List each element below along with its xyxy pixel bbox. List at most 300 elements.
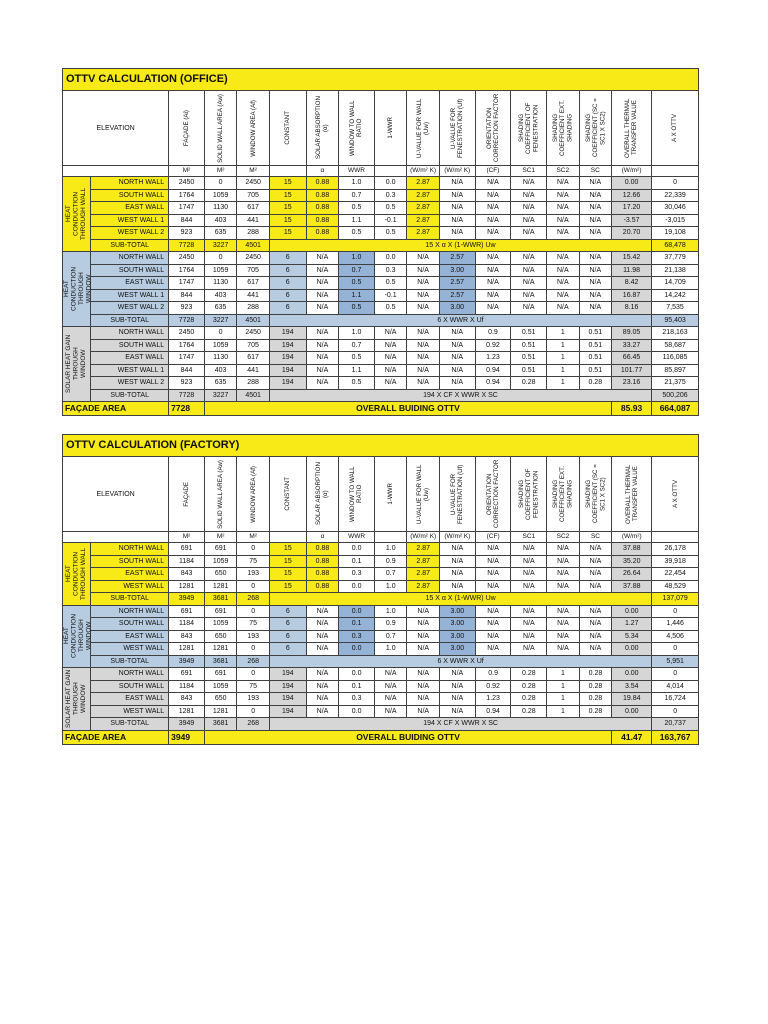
subtotal-label: SUB-TOTAL [91,314,169,327]
office-table [62,68,699,416]
data-cell: 75 [237,618,270,631]
data-cell: N/A [306,302,338,315]
data-cell: N/A [439,377,475,390]
data-cell: N/A [306,630,339,643]
units-spacer [63,532,169,543]
unit-cell [269,166,306,177]
subtotal-value: 4501 [237,389,269,402]
column-header [269,91,306,166]
column-header-label: A X OTTV [671,114,679,142]
data-cell: 194 [269,693,306,706]
facade-area-label: FAÇADE AREA [63,402,169,416]
data-cell: N/A [475,277,511,290]
data-cell: 0.00 [612,177,652,190]
unit-cell: (W/m² K) [439,166,475,177]
office-ottv-table [62,68,699,416]
data-cell: 194 [269,680,306,693]
subtotal-value: 3681 [204,718,237,731]
unit-cell: M² [204,166,236,177]
elevation-label: NORTH WALL [91,543,169,556]
column-header-label: U-VALUE FOR FENESTRATION (Uf) [450,464,465,524]
elevation-label: NORTH WALL [91,252,169,265]
data-cell: N/A [547,555,580,568]
column-header-label: WINDOW TO WALL RATIO [349,466,364,522]
data-cell: 15 [269,555,306,568]
unit-cell: M² [169,166,205,177]
column-header-label: SOLID WALL AREA (Aw) [217,459,225,529]
data-cell: 1.23 [475,352,511,365]
data-cell: 0 [237,543,270,556]
data-cell: 650 [204,630,237,643]
table-row [63,693,699,706]
data-cell: 75 [237,555,270,568]
subtotal-value: 268 [237,655,270,668]
unit-cell [269,532,306,543]
data-cell: 66.45 [612,352,652,365]
subtotal-total: 20,737 [652,718,699,731]
data-cell: N/A [511,643,547,656]
data-cell: N/A [439,364,475,377]
unit-cell: SC2 [547,532,580,543]
subtotal-value: 3227 [204,239,236,252]
data-cell: N/A [374,705,407,718]
data-cell: 0.0 [339,668,375,681]
sheet-title: OTTV CALCULATION (FACTORY) [63,435,699,457]
data-cell: 21,375 [652,377,699,390]
data-cell: 2.87 [407,202,439,215]
data-cell: N/A [547,630,580,643]
data-cell: 89.05 [612,327,652,340]
data-cell: 17.20 [612,202,652,215]
data-cell: 35.20 [612,555,652,568]
data-cell: 635 [204,227,236,240]
data-cell: 1184 [169,680,205,693]
data-cell: 705 [237,189,269,202]
data-cell: N/A [579,214,611,227]
elevation-label: SOUTH WALL [91,339,169,352]
column-header-label: SHADING COEFFICIENT EXT. SHADING [552,100,574,156]
data-cell: 0.3 [374,264,406,277]
data-cell: 2450 [169,177,205,190]
data-cell: 441 [237,289,269,302]
data-cell: N/A [475,543,511,556]
data-cell: N/A [511,264,547,277]
data-cell: N/A [374,352,406,365]
units-spacer [63,166,169,177]
unit-cell: (CF) [475,166,511,177]
unit-cell [652,166,699,177]
overall-total-value: 664,087 [652,402,699,416]
data-cell: N/A [511,277,547,290]
data-cell: N/A [306,618,339,631]
column-header [306,91,338,166]
data-cell: 1.23 [475,693,511,706]
group-label: HEAT CONDUCTION THROUGH WINDOW [63,614,93,659]
data-cell: 0.5 [339,352,375,365]
data-cell: 2450 [169,252,205,265]
data-cell: N/A [439,555,475,568]
data-cell: 0.1 [339,555,375,568]
elevation-label: NORTH WALL [91,668,169,681]
data-cell: 37.88 [612,580,652,593]
data-cell: N/A [407,327,439,340]
data-cell: 1.0 [339,177,375,190]
facade-area-label: FAÇADE AREA [63,730,169,744]
unit-cell: (W/m²) [612,166,652,177]
subtotal-total: 95,403 [652,314,699,327]
data-cell: 7,535 [652,302,699,315]
data-cell: 3.00 [439,630,475,643]
data-cell: 15 [269,568,306,581]
table-row [63,302,699,315]
data-cell: 0 [237,705,270,718]
elevation-label: SOUTH WALL [91,555,169,568]
data-cell: 16.87 [612,289,652,302]
subtotal-label: SUB-TOTAL [91,655,169,668]
subtotal-value: 3949 [169,655,205,668]
data-cell: 691 [204,668,237,681]
group-label: HEAT CONDUCTION THROUGH WINDOW [63,266,93,312]
data-cell: N/A [547,605,580,618]
data-cell: N/A [511,252,547,265]
data-cell: N/A [306,264,338,277]
data-cell: 3.00 [439,643,475,656]
data-cell: 2.87 [407,580,440,593]
data-cell: 22,339 [652,189,699,202]
data-cell: N/A [439,202,475,215]
unit-cell: SC2 [547,166,579,177]
overall-ottv-label: OVERALL BUIDING OTTV [204,730,611,744]
subtotal-row [63,389,699,402]
data-cell: 194 [269,705,306,718]
subtotal-total: 500,206 [652,389,699,402]
data-cell: 39,918 [652,555,699,568]
data-cell: N/A [407,630,440,643]
data-cell: 0.00 [612,605,652,618]
data-cell: 15 [269,177,306,190]
data-cell: 1059 [204,339,236,352]
data-cell: N/A [475,580,511,593]
data-cell: 2.87 [407,177,439,190]
data-cell: -3.57 [612,214,652,227]
data-cell: N/A [475,227,511,240]
elevation-label: WEST WALL 2 [91,227,169,240]
subtotal-formula: 194 X CF X WWR X SC [269,718,651,731]
subtotal-value: 3227 [204,314,236,327]
data-cell: 4,506 [652,630,699,643]
data-cell: 0.9 [475,668,511,681]
data-cell: 30,046 [652,202,699,215]
data-cell: 0.1 [339,618,375,631]
column-header [407,91,439,166]
unit-cell: (W/m² K) [407,166,439,177]
data-cell: N/A [475,214,511,227]
data-cell: 15 [269,202,306,215]
data-cell: N/A [511,543,547,556]
data-cell: 6 [269,630,306,643]
subtotal-value: 7728 [169,239,205,252]
data-cell: 2.87 [407,214,439,227]
data-cell: 0.0 [339,580,375,593]
unit-cell: SC [579,532,612,543]
table-row [63,252,699,265]
data-cell: 0.5 [339,377,375,390]
unit-cell [652,532,699,543]
data-cell: N/A [475,618,511,631]
data-cell: 0.0 [374,177,406,190]
data-cell: 21,138 [652,264,699,277]
data-cell: 0.51 [511,364,547,377]
data-cell: 37,779 [652,252,699,265]
data-cell: 0.28 [579,693,612,706]
data-cell: 0 [237,643,270,656]
data-cell: N/A [439,580,475,593]
data-cell: 0 [652,668,699,681]
data-cell: 844 [169,214,205,227]
table-row [63,189,699,202]
data-cell: 85,897 [652,364,699,377]
subtotal-value: 3227 [204,389,236,402]
table-row [63,377,699,390]
column-header [204,457,237,532]
data-cell: N/A [439,214,475,227]
table-row [63,705,699,718]
table-row [63,605,699,618]
data-cell: N/A [306,252,338,265]
data-cell: 635 [204,377,236,390]
elevation-label: WEST WALL 2 [91,302,169,315]
data-cell: N/A [511,289,547,302]
subtotal-value: 7728 [169,314,205,327]
data-cell: N/A [306,693,339,706]
group-label: HEAT CONDUCTION THROUGH WALL [65,547,88,600]
data-cell: N/A [547,643,580,656]
data-cell: 1 [547,327,579,340]
elevation-label: SOUTH WALL [91,189,169,202]
data-cell: 5.34 [612,630,652,643]
data-cell: N/A [511,227,547,240]
data-cell: N/A [511,618,547,631]
data-cell: 15.42 [612,252,652,265]
table-row [63,630,699,643]
data-cell: N/A [511,189,547,202]
data-cell: 1281 [204,643,237,656]
column-header-label: SHADING COEFFICIENT OF FENESTRATION [518,468,540,520]
column-header [339,91,375,166]
factory-ottv-table [62,434,699,745]
data-cell: N/A [511,214,547,227]
data-cell: 6 [269,618,306,631]
data-cell: N/A [475,177,511,190]
data-cell: 691 [169,543,205,556]
data-cell: 3.00 [439,605,475,618]
data-cell: N/A [439,568,475,581]
data-cell: 0.3 [339,693,375,706]
group-label-cell [63,605,91,668]
unit-cell: SC1 [511,532,547,543]
overall-total-value: 163,767 [652,730,699,744]
data-cell: N/A [306,277,338,290]
column-header [612,91,652,166]
data-cell: 218,163 [652,327,699,340]
data-cell: 193 [237,693,270,706]
data-cell: 403 [204,214,236,227]
group-label-cell [63,668,91,731]
data-cell: 0.7 [339,339,375,352]
data-cell: 20.70 [612,227,652,240]
data-cell: 1281 [169,643,205,656]
data-cell: 1747 [169,202,205,215]
data-cell: 19,108 [652,227,699,240]
data-cell: N/A [407,277,439,290]
group-label-cell [63,252,91,327]
subtotal-label: SUB-TOTAL [91,593,169,606]
table-row [63,327,699,340]
data-cell: 1281 [169,580,205,593]
subtotal-value: 268 [237,593,270,606]
data-cell: 3.00 [439,264,475,277]
subtotal-row [63,239,699,252]
group-label: SOLAR HEAT GAIN THROUGH WINDOW [65,334,88,394]
data-cell: 0.0 [339,605,375,618]
data-cell: N/A [547,252,579,265]
column-header-label: SHADING COEFFICIENT (SC = SC1 X SC2) [584,98,606,158]
table-row [63,580,699,593]
data-cell: N/A [306,643,339,656]
data-cell: 0.7 [374,630,407,643]
data-cell: 1281 [204,705,237,718]
data-cell: 0.00 [612,643,652,656]
subtotal-label: SUB-TOTAL [91,718,169,731]
data-cell: N/A [547,264,579,277]
data-cell: N/A [511,605,547,618]
data-cell: N/A [579,189,611,202]
elevation-label: EAST WALL [91,568,169,581]
data-cell: 0.3 [339,630,375,643]
data-cell: 0 [237,580,270,593]
facade-area-value: 3949 [169,730,205,744]
data-cell: 0.3 [374,189,406,202]
table-row [63,277,699,290]
data-cell: N/A [439,189,475,202]
data-cell: 705 [237,339,269,352]
column-header [612,457,652,532]
table-row [63,543,699,556]
data-cell: 1747 [169,277,205,290]
data-cell: 3.00 [439,302,475,315]
unit-cell: M² [204,532,237,543]
data-cell: 0 [652,177,699,190]
column-header-label: U-VALUE FOR WALL (Uw) [415,98,431,158]
data-cell: 0.5 [339,202,375,215]
column-header [579,457,612,532]
data-cell: 0.92 [475,339,511,352]
data-cell: 37.88 [612,543,652,556]
data-cell: N/A [579,555,612,568]
data-cell: 617 [237,352,269,365]
data-cell: N/A [547,227,579,240]
column-header [547,91,579,166]
data-cell: N/A [306,680,339,693]
data-cell: 101.77 [612,364,652,377]
data-cell: N/A [579,277,611,290]
column-header [169,457,205,532]
data-cell: -0.1 [374,214,406,227]
footer-row [63,730,699,744]
data-cell: 6 [269,252,306,265]
data-cell: 844 [169,364,205,377]
column-header-label: SOLID WALL AREA (Aw) [217,93,225,163]
data-cell: 1059 [204,555,237,568]
data-cell: 0.9 [374,555,407,568]
data-cell: 0.88 [306,202,338,215]
data-cell: 923 [169,227,205,240]
data-cell: 0.5 [339,227,375,240]
column-header-label: SHADING COEFFICIENT EXT. SHADING [552,466,574,522]
data-cell: 15 [269,580,306,593]
data-cell: 691 [204,605,237,618]
data-cell: 15 [269,214,306,227]
data-cell: 1 [547,339,579,352]
unit-cell: WWR [339,532,375,543]
elevation-label: WEST WALL 1 [91,214,169,227]
data-cell: N/A [374,668,407,681]
data-cell: N/A [407,364,439,377]
column-header [475,457,511,532]
data-cell: N/A [475,555,511,568]
data-cell: N/A [439,339,475,352]
data-cell: 441 [237,364,269,377]
data-cell: 3.00 [439,618,475,631]
data-cell: N/A [306,327,338,340]
data-cell: 0.28 [511,668,547,681]
data-cell: 193 [237,630,270,643]
data-cell: 691 [169,668,205,681]
data-cell: N/A [547,618,580,631]
data-cell: 2.57 [439,252,475,265]
table-row [63,264,699,277]
data-cell: N/A [579,643,612,656]
data-cell: 1.0 [339,252,375,265]
column-header [579,91,611,166]
data-cell: 2.57 [439,277,475,290]
data-cell: 0.88 [306,227,338,240]
column-header [407,457,440,532]
data-cell: N/A [407,605,440,618]
column-header-label: WINDOW TO WALL RATIO [349,100,364,156]
data-cell: 0.5 [374,277,406,290]
data-cell: N/A [547,277,579,290]
group-label-cell [63,543,91,606]
data-cell: 0.28 [579,668,612,681]
data-cell: 1184 [169,618,205,631]
factory-table [62,434,699,745]
data-cell: 1 [547,680,580,693]
subtotal-value: 4501 [237,239,269,252]
subtotal-value: 3681 [204,593,237,606]
data-cell: 0 [237,605,270,618]
column-header-label: 1-WWR [387,483,395,505]
data-cell: N/A [439,668,475,681]
table-row [63,177,699,190]
column-header-label: FAÇADE [182,481,190,507]
data-cell: N/A [475,289,511,302]
data-cell: 0.88 [306,555,339,568]
data-cell: 6 [269,289,306,302]
data-cell: N/A [579,227,611,240]
data-cell: 843 [169,568,205,581]
data-cell: N/A [407,252,439,265]
